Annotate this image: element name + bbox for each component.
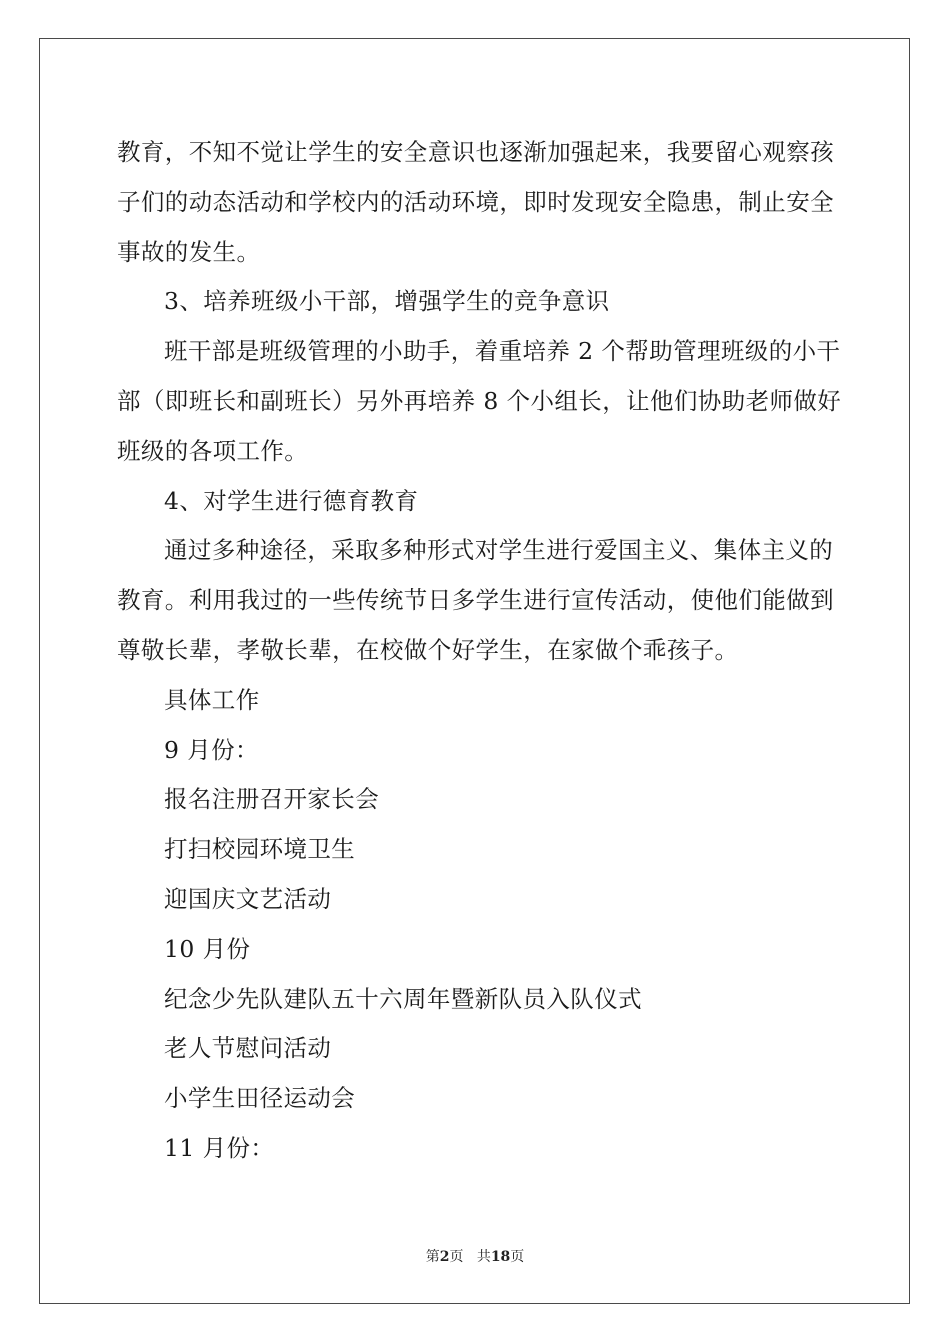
total-pages: 18 (490, 1249, 511, 1265)
text-line: 教育。利用我过的一些传统节日多学生进行宣传活动，使他们能做到 (117, 586, 834, 615)
text-line: 班干部是班级管理的小助手，着重培养 2 个帮助管理班级的小干 (164, 337, 841, 366)
list-item: 小学生田径运动会 (164, 1084, 356, 1113)
total-suffix: 页 (510, 1249, 525, 1265)
text-line: 子们的动态活动和学校内的活动环境，即时发现安全隐患，制止安全 (117, 187, 834, 216)
section-heading: 4、对学生进行德育教育 (164, 486, 419, 515)
text-line: 教育，不知不觉让学生的安全意识也逐渐加强起来，我要留心观察孩 (117, 138, 834, 166)
text-line: 班级的各项工作。 (117, 436, 309, 465)
text-line: 尊敬长辈，孝敬长辈，在校做个好学生，在家做个乖孩子。 (117, 635, 739, 664)
page-prefix: 第 (425, 1249, 440, 1265)
list-item: 打扫校园环境卫生 (164, 835, 356, 864)
text-line: 部（即班长和副班长）另外再培养 8 个小组长，让他们协助老师做好 (117, 386, 842, 415)
page-footer (0, 1246, 950, 1266)
text-line: 通过多种途径，采取多种形式对学生进行爱国主义、集体主义的 (164, 536, 834, 565)
month-heading: 10 月份 (164, 934, 251, 963)
list-item: 纪念少先队建队五十六周年暨新队员入队仪式 (164, 984, 642, 1013)
list-item: 老人节慰问活动 (164, 1034, 332, 1063)
list-item: 报名注册召开家长会 (164, 785, 380, 814)
total-prefix: 共 (476, 1249, 491, 1265)
page-suffix: 页 (449, 1249, 464, 1265)
section-heading: 3、培养班级小干部，增强学生的竞争意识 (164, 287, 610, 316)
month-heading: 9 月份： (164, 735, 259, 764)
section-heading: 具体工作 (164, 685, 260, 714)
month-heading: 11 月份： (164, 1133, 275, 1162)
list-item: 迎国庆文艺活动 (164, 884, 332, 913)
page-number: 2 (439, 1249, 450, 1265)
document-body (117, 128, 842, 1174)
text-line: 事故的发生。 (117, 237, 261, 266)
